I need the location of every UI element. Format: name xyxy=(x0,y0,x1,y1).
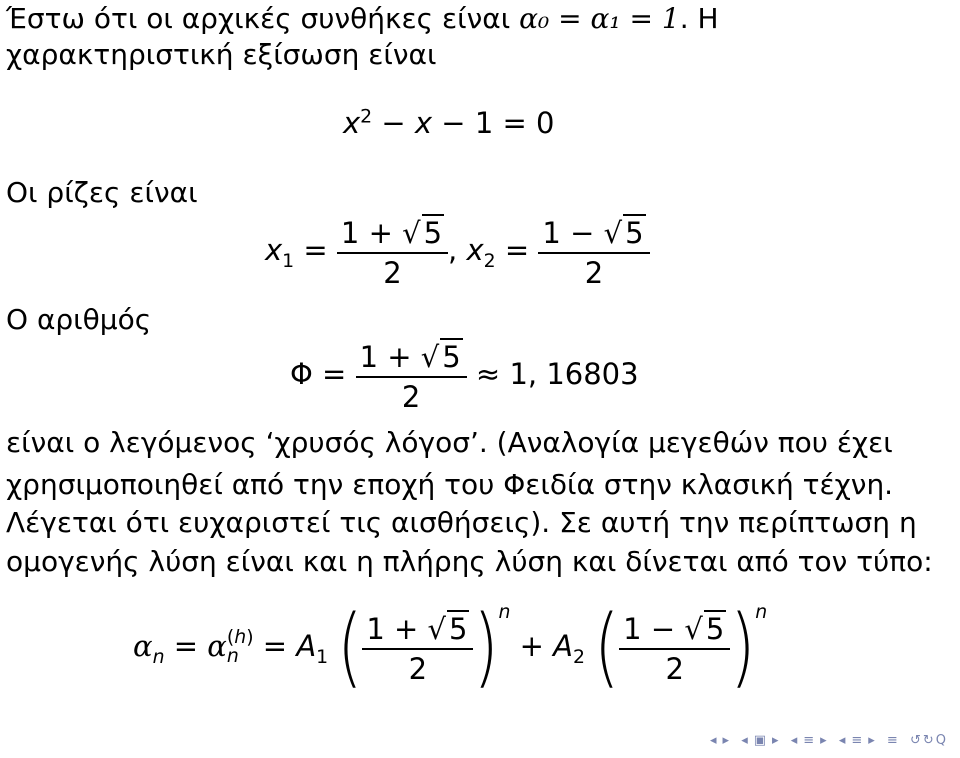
paragraph-line-3: Λέγεται ότι ευχαριστεί τις αισθήσεις). Σε αυτή την περίπτωση η xyxy=(6,506,917,539)
solution-fraction-1: $\frac{1 + √ 5}{2}$ xyxy=(362,610,473,686)
paragraph-line-4: ομογενής λύση είναι και η πλήρης λύση και δίνεται από τον τύπο: xyxy=(6,545,933,578)
phi-fraction: $\frac{1 + √ 5}{2}$ xyxy=(356,338,467,414)
paragraph-line-1: είναι ο λεγόμενος ‘χρυσός λόγοσ’. (Αναλογία μεγεθών που έχει xyxy=(6,426,893,459)
subsection-right-icon[interactable]: ▸ xyxy=(820,733,829,748)
characteristic-equation: $x^2 - x - 1 = 0$ xyxy=(343,106,555,140)
root2-fraction: $\frac{1 - √ 5}{2}$ xyxy=(538,214,649,290)
section-right-icon[interactable]: ▸ xyxy=(868,733,877,748)
phi-approx-value: ≈ 1, 16803 xyxy=(475,357,639,391)
frame-right-icon[interactable]: ▸ xyxy=(772,733,781,748)
search-back-icon[interactable]: ↺↻Q xyxy=(909,733,948,748)
frame-left-icon[interactable]: ◂ xyxy=(741,733,750,748)
phi-equation: Φ = $\frac{1 + √ 5}{2}$ ≈ 1, 16803 xyxy=(290,340,639,414)
number-label: Ο αριθμός xyxy=(6,303,152,336)
intro-line-1 xyxy=(6,2,719,36)
intro-text-a: Έστω ότι οι αρχικές συνθήκες είναι xyxy=(6,2,520,35)
roots-label: Οι ρίζες είναι xyxy=(6,176,198,209)
root1-fraction: $\frac{1 + √ 5}{2}$ xyxy=(337,214,448,290)
intro-text-b: . Η xyxy=(679,2,719,35)
menu-icon[interactable]: ≡ xyxy=(886,733,900,748)
subsection-icon[interactable]: ≡ xyxy=(803,733,817,748)
paragraph-line-2: χρησιμοποιηθεί από την εποχή του Φειδία στην κλασική τέχνη. xyxy=(6,468,894,501)
solution-fraction-2: $\frac{1 - √ 5}{2}$ xyxy=(619,610,730,686)
initial-conditions: α₀ = α₁ = 1 xyxy=(519,2,680,35)
frame-icon[interactable]: ▣ xyxy=(753,733,769,748)
intro-line-2: χαρακτηριστική εξίσωση είναι xyxy=(6,38,437,71)
section-left-icon[interactable]: ◂ xyxy=(838,733,848,748)
roots-equation: $x_1$ = $\frac{1 + √ 5}{2}$ , $x_2$ = $\frac{1 - √ 5}{2}$ xyxy=(265,214,650,290)
beamer-navigation xyxy=(706,733,948,748)
nav-right-icon[interactable]: ▸ xyxy=(722,733,732,748)
general-solution-formula: $\alpha_n = \alpha$ (h) n = $A_1$ ( $\frac{1 + √ 5}{2}$ )$^n + A_2$ ( $\frac{1 - √ 5}{2}$ )$^n$ xyxy=(133,598,768,698)
section-icon[interactable]: ≡ xyxy=(851,733,865,748)
subsection-left-icon[interactable]: ◂ xyxy=(790,733,800,748)
phi-symbol: Φ xyxy=(290,357,313,391)
nav-left-icon[interactable]: ◂ xyxy=(710,733,719,748)
